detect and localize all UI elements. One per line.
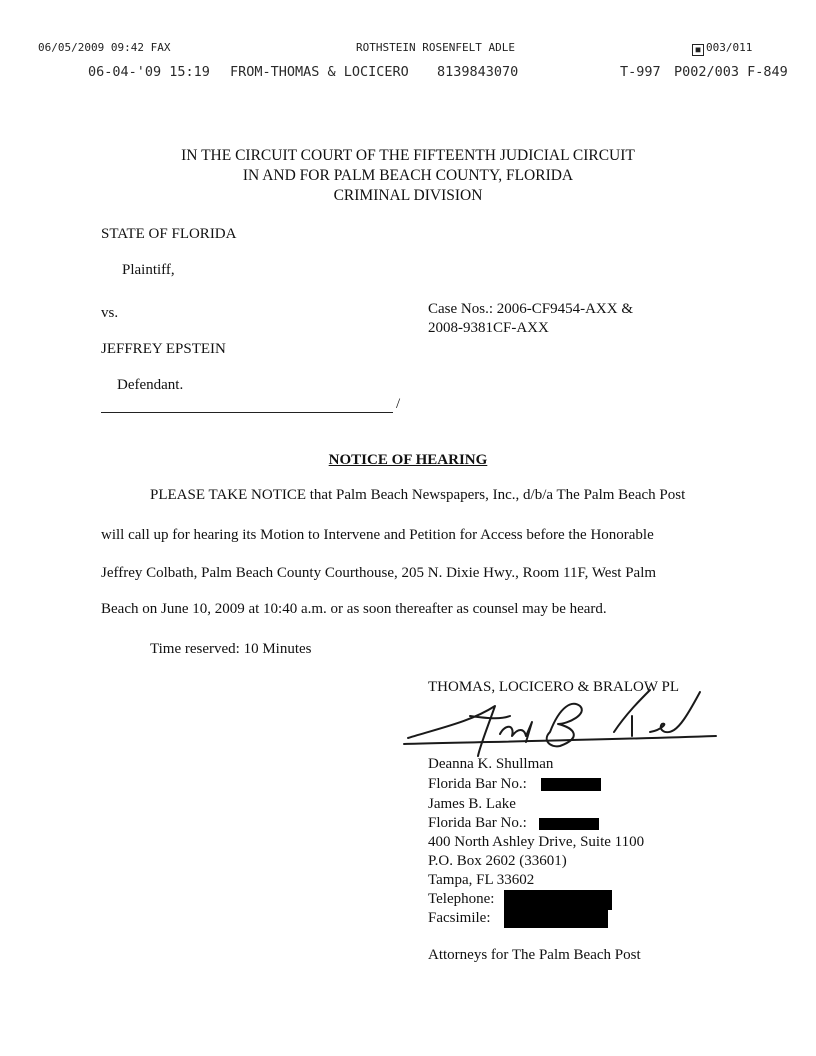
notice-paragraph-line-2: will call up for hearing its Motion to Intervene and Petition for Access before the Honorable <box>101 527 654 543</box>
case-numbers-line-2: 2008-9381CF-AXX <box>428 320 549 336</box>
court-line-1: IN THE CIRCUIT COURT OF THE FIFTEENTH JUDICIAL CIRCUIT <box>181 147 635 164</box>
court-line-2: IN AND FOR PALM BEACH COUNTY, FLORIDA <box>242 167 574 184</box>
fax-header-timestamp: 06/05/2009 09:42 FAX <box>38 41 171 54</box>
telephone-label: Telephone: <box>428 891 495 907</box>
time-reserved: Time reserved: 10 Minutes <box>150 641 312 657</box>
caption-slash: / <box>396 396 401 412</box>
attorney-2-bar-label: Florida Bar No.: <box>428 815 527 831</box>
address-line-2: P.O. Box 2602 (33601) <box>428 853 567 869</box>
fax-page-icon: ■ <box>692 44 704 56</box>
address-line-3: Tampa, FL 33602 <box>428 872 535 888</box>
redaction-bar-number-1 <box>541 778 601 791</box>
attorney-1-bar-label: Florida Bar No.: <box>428 776 527 792</box>
plaintiff-name: STATE OF FLORIDA <box>101 226 237 242</box>
facsimile-label: Facsimile: <box>428 910 491 926</box>
fax-line2-from: FROM-THOMAS & LOCICERO <box>230 64 409 80</box>
redaction-bar-number-2 <box>539 818 599 830</box>
fax-line2-page: P002/003 F-849 <box>674 64 788 80</box>
defendant-name: JEFFREY EPSTEIN <box>101 341 226 357</box>
court-line-3: CRIMINAL DIVISION <box>333 187 483 204</box>
redaction-facsimile <box>504 908 608 928</box>
fax-header-sender: ROTHSTEIN ROSENFELT ADLE <box>356 41 515 54</box>
caption-underline <box>101 412 393 413</box>
notice-paragraph-line-3: Jeffrey Colbath, Palm Beach County Courthouse, 205 N. Dixie Hwy., Room 11F, West Palm <box>101 565 657 581</box>
fax-line2-phone: 8139843070 <box>437 64 519 80</box>
attorney-2-name: James B. Lake <box>428 796 516 812</box>
notice-paragraph-line-1: PLEASE TAKE NOTICE that Palm Beach Newspapers, Inc., d/b/a The Palm Beach Post <box>150 487 686 503</box>
case-numbers-line-1: Case Nos.: 2006-CF9454-AXX & <box>428 301 633 317</box>
handwritten-signature <box>400 676 720 766</box>
law-firm-name: THOMAS, LOCICERO & BRALOW PL <box>428 679 679 695</box>
fax-header-page-count <box>692 41 752 56</box>
defendant-role: Defendant. <box>117 377 184 393</box>
plaintiff-role: Plaintiff, <box>122 262 175 278</box>
fax-line2-ref: T-997 <box>620 64 661 80</box>
notice-paragraph-line-4: Beach on June 10, 2009 at 10:40 a.m. or as soon thereafter as counsel may be heard. <box>101 601 607 617</box>
address-line-1: 400 North Ashley Drive, Suite 1100 <box>428 834 645 850</box>
attorney-1-name: Deanna K. Shullman <box>428 756 554 772</box>
attorneys-for: Attorneys for The Palm Beach Post <box>428 947 641 963</box>
redaction-telephone <box>504 890 612 910</box>
versus-label: vs. <box>101 305 119 321</box>
court-heading <box>0 146 816 206</box>
notice-title: NOTICE OF HEARING <box>328 452 488 468</box>
fax-line2-datetime: 06-04-'09 15:19 <box>88 64 210 80</box>
fax-page-number: 003/011 <box>706 41 753 54</box>
